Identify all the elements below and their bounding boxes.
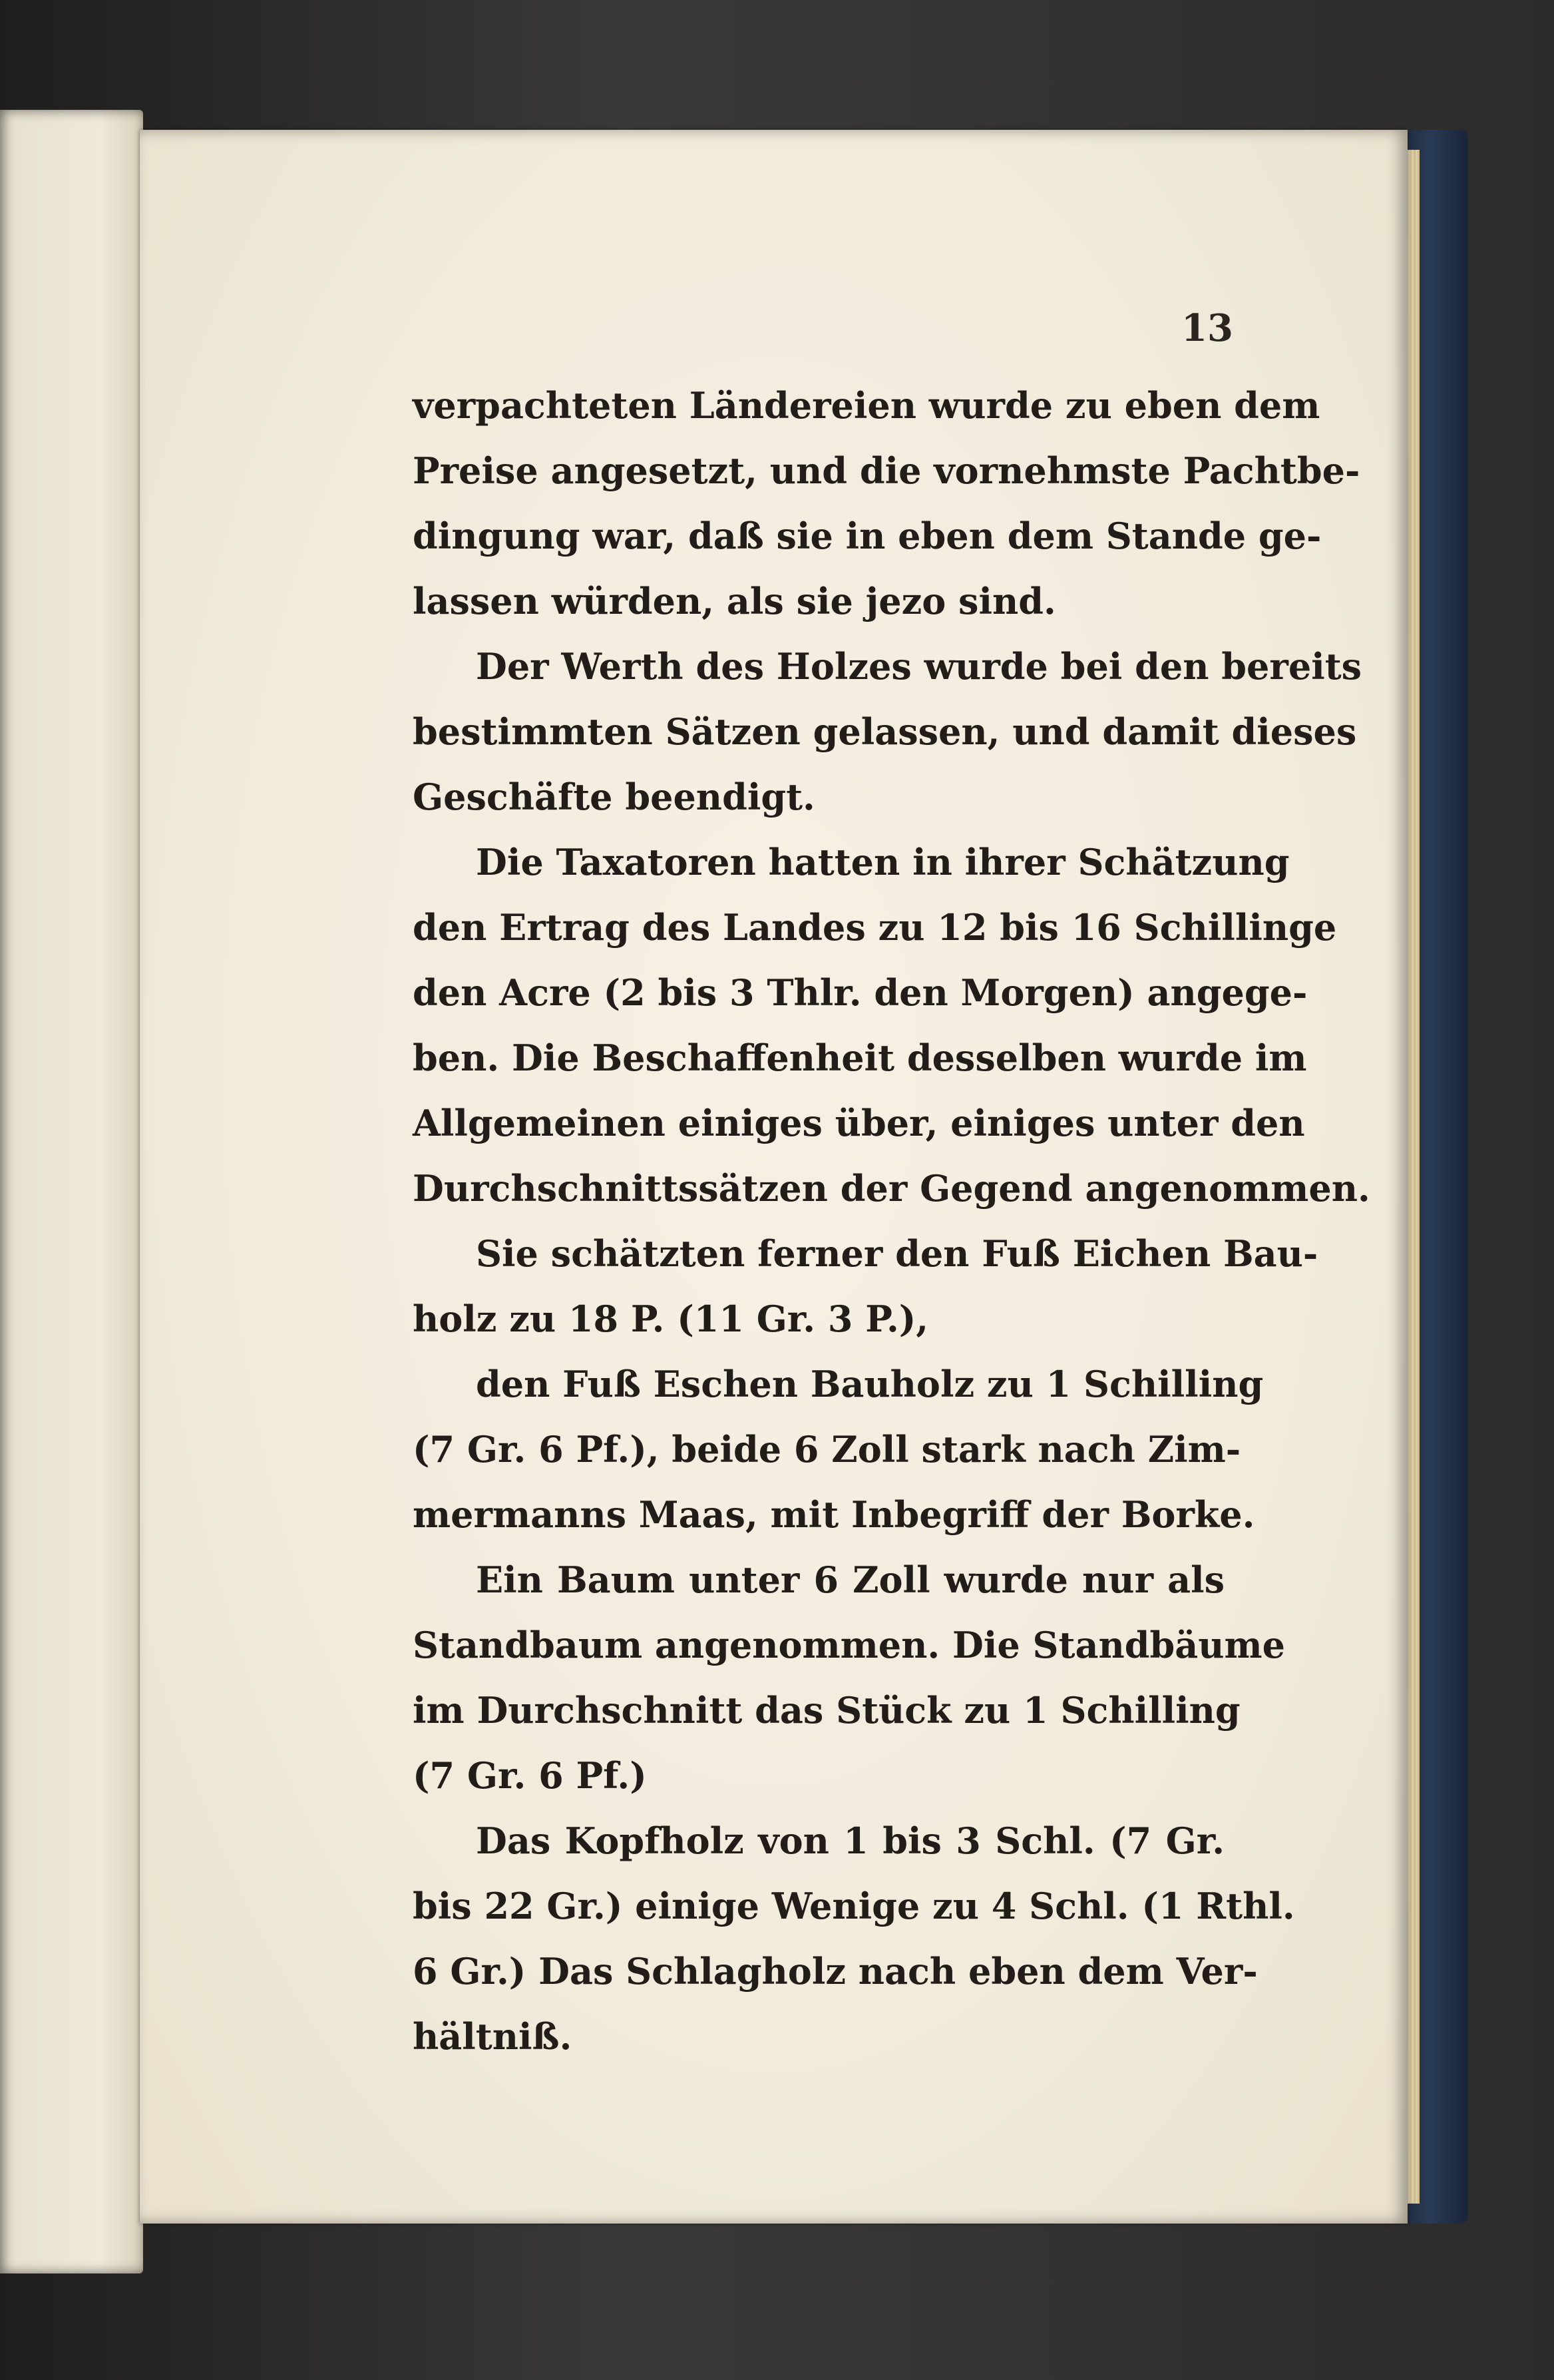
text-line: Der Werth des Holzes wurde bei den bereits: [476, 645, 1362, 688]
facing-page-edge: [0, 110, 143, 2273]
text-line: (7 Gr. 6 Pf.): [413, 1754, 647, 1797]
text-line: lassen würden, als sie jezo sind.: [413, 580, 1056, 622]
text-line: den Fuß Eschen Bauholz zu 1 Schilling: [476, 1363, 1264, 1405]
text-line: bis 22 Gr.) einige Wenige zu 4 Schl. (1 Rthl.: [413, 1885, 1295, 1927]
text-line: Geschäfte beendigt.: [413, 776, 815, 818]
text-line: Allgemeinen einiges über, einiges unter den: [413, 1102, 1305, 1144]
text-line: bestimmten Sätzen gelassen, und damit dieses: [413, 710, 1357, 753]
text-line: holz zu 18 P. (11 Gr. 3 P.),: [413, 1298, 929, 1340]
text-line: (7 Gr. 6 Pf.), beide 6 Zoll stark nach Zim-: [413, 1428, 1241, 1471]
text-line: 6 Gr.) Das Schlagholz nach eben dem Ver-: [413, 1950, 1258, 1993]
text-line: Ein Baum unter 6 Zoll wurde nur als: [476, 1558, 1225, 1601]
text-line: Standbaum angenommen. Die Standbäume: [413, 1624, 1285, 1666]
page-number: 13: [1181, 306, 1233, 350]
text-line: den Acre (2 bis 3 Thlr. den Morgen) angege-: [413, 971, 1308, 1014]
text-line: im Durchschnitt das Stück zu 1 Schilling: [413, 1689, 1241, 1732]
text-line: Die Taxatoren hatten in ihrer Schätzung: [476, 841, 1290, 883]
text-line: Preise angesetzt, und die vornehmste Pachtbe-: [413, 449, 1360, 492]
text-line: verpachteten Ländereien wurde zu eben dem: [413, 384, 1320, 427]
text-line: mermanns Maas, mit Inbegriff der Borke.: [413, 1493, 1255, 1536]
text-line: hältniß.: [413, 2015, 572, 2058]
text-line: ben. Die Beschaffenheit desselben wurde im: [413, 1037, 1307, 1079]
text-line: Das Kopfholz von 1 bis 3 Schl. (7 Gr.: [476, 1819, 1225, 1862]
page-text: [413, 373, 1370, 2069]
text-line: dingung war, daß sie in eben dem Stande ge-: [413, 515, 1322, 557]
text-line: Durchschnittssätzen der Gegend angenommen.: [413, 1167, 1370, 1210]
text-line: den Ertrag des Landes zu 12 bis 16 Schillinge: [413, 906, 1337, 949]
text-line: Sie schätzten ferner den Fuß Eichen Bau-: [476, 1232, 1318, 1275]
